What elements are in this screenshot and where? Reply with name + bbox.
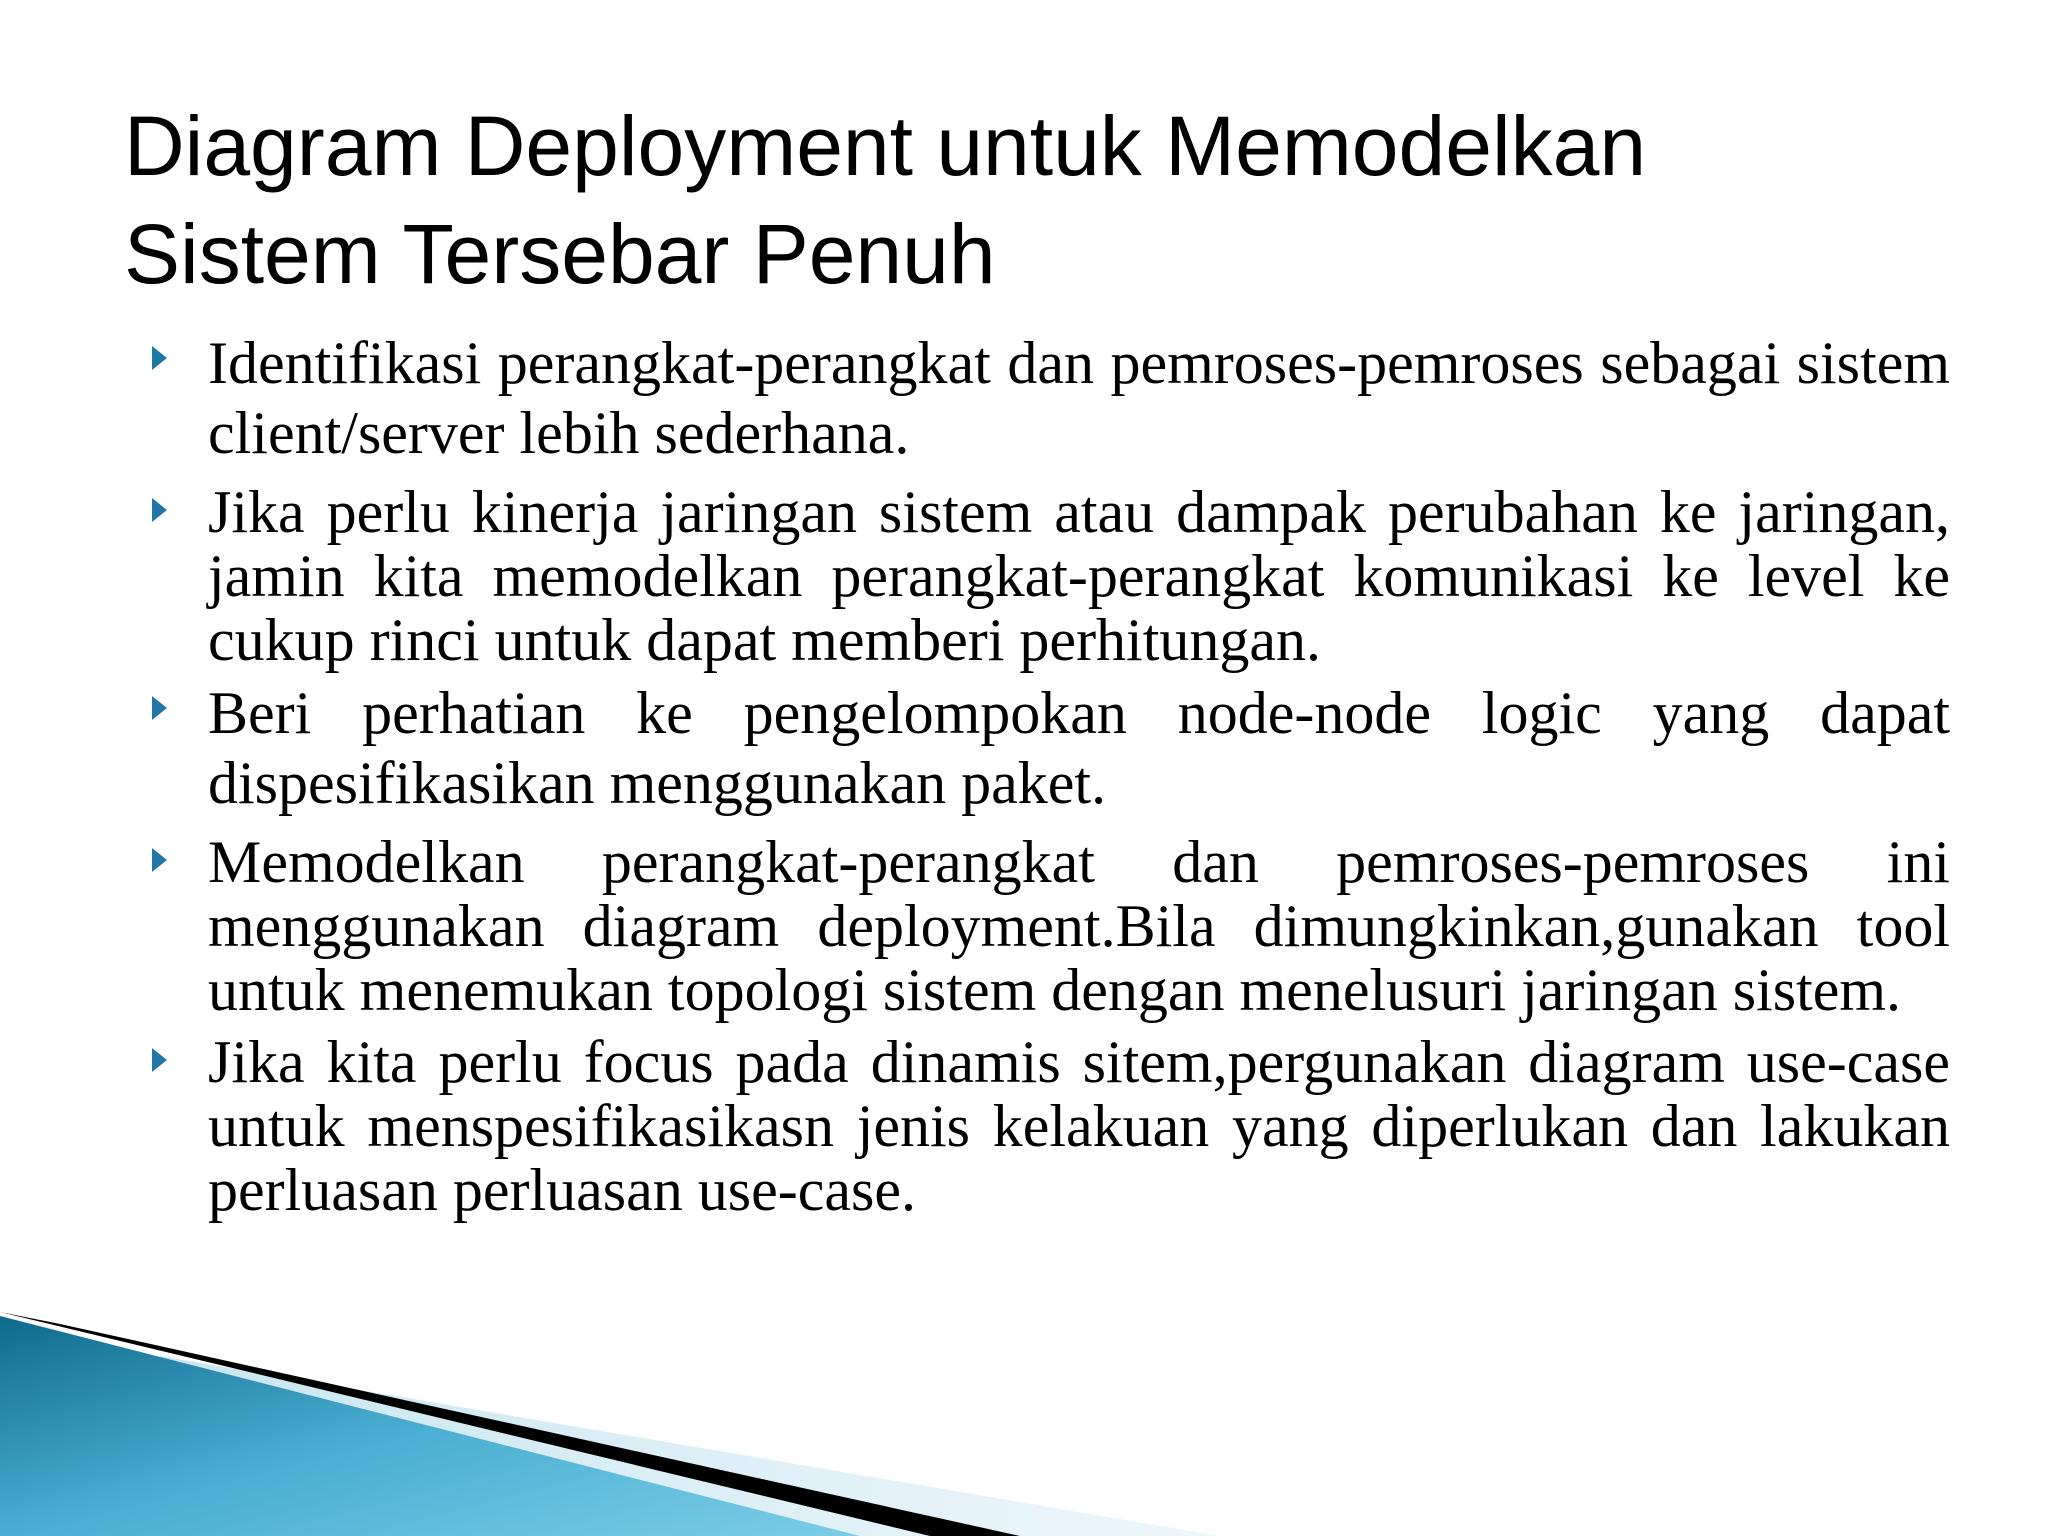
triangle-bullet-icon [152,696,167,720]
bullet-list [150,328,1950,1222]
bullet-text: Memodelkan perangkat-perangkat dan pemroses-pemroses ini menggunakan diagram deployment.Bila dimungkinkan,gunakan tool untuk menemukan topologi sistem dengan menelusuri jaringan sistem. [208,829,1950,1023]
bullet-item [150,830,1950,1022]
wave-blue-band [0,1316,860,1536]
triangle-bullet-icon [152,848,167,872]
slide-title-line-2: Sistem Tersebar Penuh [124,207,996,301]
bullet-text: Identifikasi perangkat-perangkat dan pemroses-pemroses sebagai sistem client/server lebih sederhana. [208,330,1950,466]
triangle-bullet-icon [152,498,167,522]
corner-wave-decoration [0,1276,2048,1536]
triangle-bullet-icon [152,1048,167,1072]
slide-title-line-1: Diagram Deployment untuk Memodelkan [124,99,1647,193]
bullet-item [150,328,1950,468]
bullet-text: Beri perhatian ke pengelompokan node-node logic yang dapat dispesifikasikan menggunakan paket. [208,680,1950,816]
triangle-bullet-icon [152,346,167,370]
bullet-text: Jika kita perlu focus pada dinamis sitem,pergunakan diagram use-case untuk menspesifikasikasn jenis kelakuan yang diperlukan dan lakukan perluasan perluasan use-case. [208,1029,1950,1223]
bullet-item [150,480,1950,672]
bullet-text: Jika perlu kinerja jaringan sistem atau dampak perubahan ke jaringan, jamin kita memodelkan perangkat-perangkat komunikasi ke level ke cukup rinci untuk dapat memberi perhitungan. [208,479,1950,673]
bullet-item [150,678,1950,818]
slide-title [124,92,1924,308]
bullet-item [150,1030,1950,1222]
